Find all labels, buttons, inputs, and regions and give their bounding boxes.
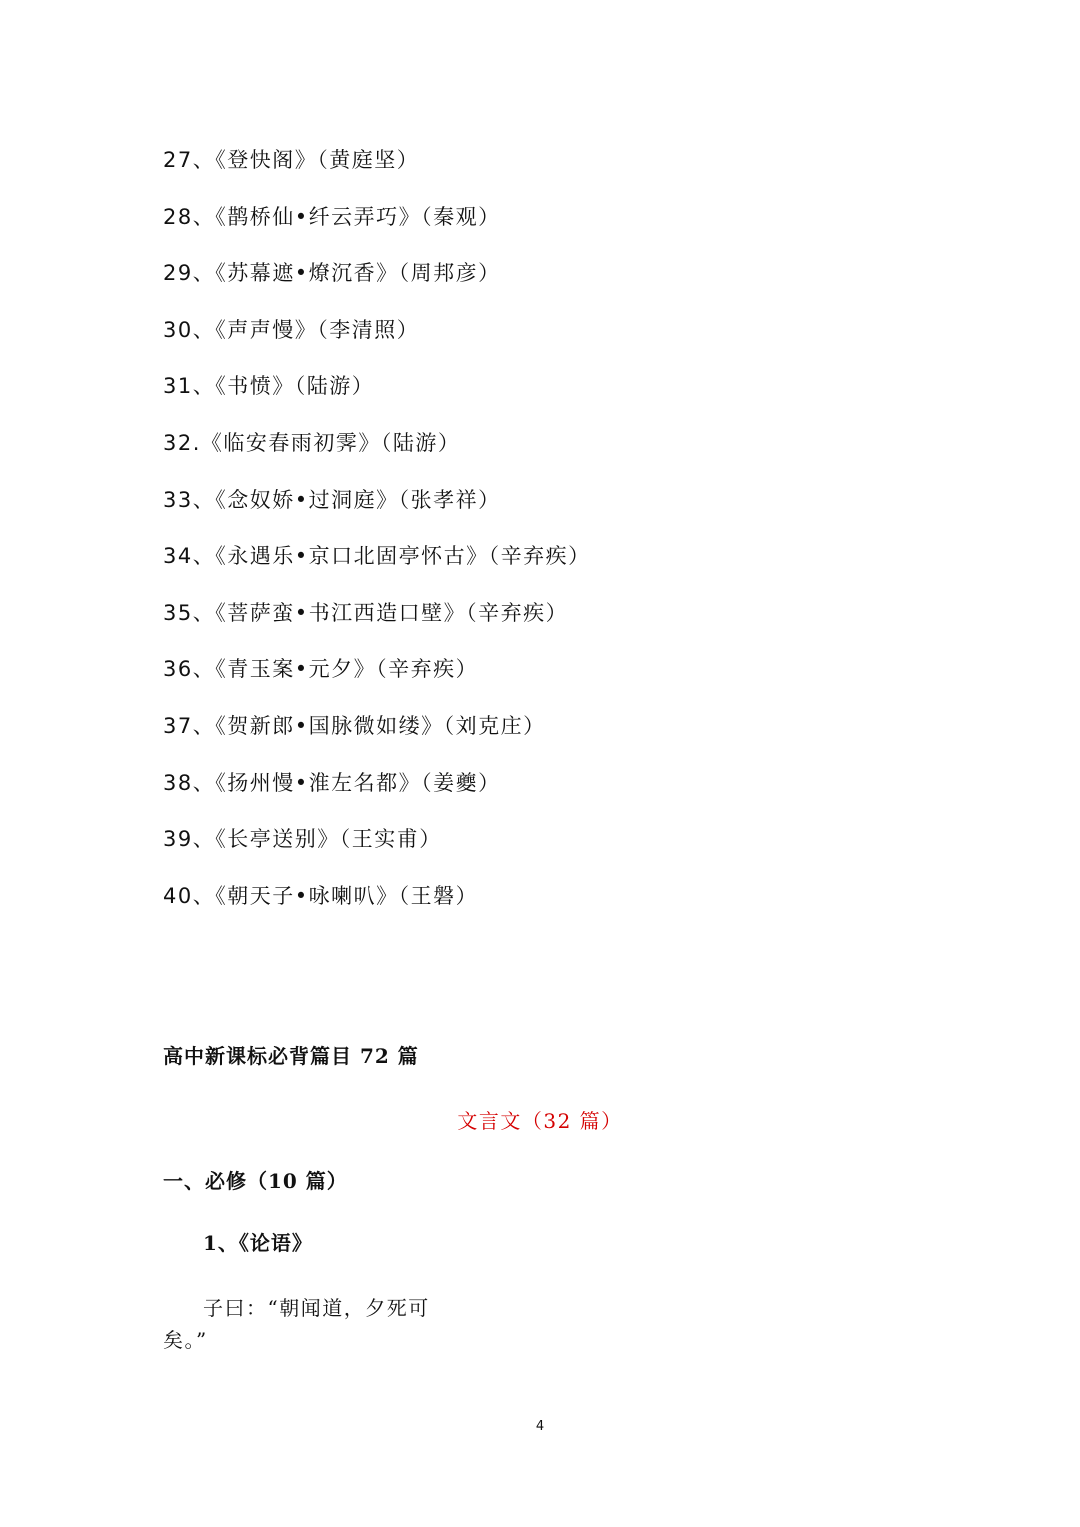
list-item: 34、《永遇乐•京口北固亭怀古》（辛弃疾） (163, 544, 591, 568)
category-heading: 文言文（32 篇） (457, 1109, 623, 1133)
list-item: 29、《苏幕遮•燎沉香》（周邦彦） (163, 261, 501, 285)
item-title: 1、《论语》 (203, 1231, 313, 1255)
list-item: 28、《鹊桥仙•纤云弄巧》（秦观） (163, 205, 501, 229)
list-item: 39、《长亭送别》（王实甫） (163, 827, 442, 851)
subsection-heading: 一、必修（10 篇） (163, 1169, 348, 1193)
quote-text-line: 矣。” (163, 1328, 208, 1352)
list-item: 35、《菩萨蛮•书江西造口壁》（辛弃疾） (163, 601, 569, 625)
list-item: 31、《书愤》（陆游） (163, 374, 375, 398)
list-item: 38、《扬州慢•淮左名都》（姜夔） (163, 771, 501, 795)
section-heading: 高中新课标必背篇目 72 篇 (163, 1044, 419, 1068)
list-item: 30、《声声慢》（李清照） (163, 318, 420, 342)
list-item: 37、《贺新郎•国脉微如缕》（刘克庄） (163, 714, 546, 738)
quote-text-line: 子曰：“朝闻道，夕死可 (203, 1296, 430, 1320)
list-item: 32.《临安春雨初霁》（陆游） (163, 431, 461, 455)
list-item: 27、《登快阁》（黄庭坚） (163, 148, 420, 172)
page-number: 4 (535, 1419, 545, 1434)
list-item: 33、《念奴娇•过洞庭》（张孝祥） (163, 488, 501, 512)
list-item: 40、《朝天子•咏喇叭》（王磐） (163, 884, 479, 908)
list-item: 36、《青玉案•元夕》（辛弃疾） (163, 657, 479, 681)
